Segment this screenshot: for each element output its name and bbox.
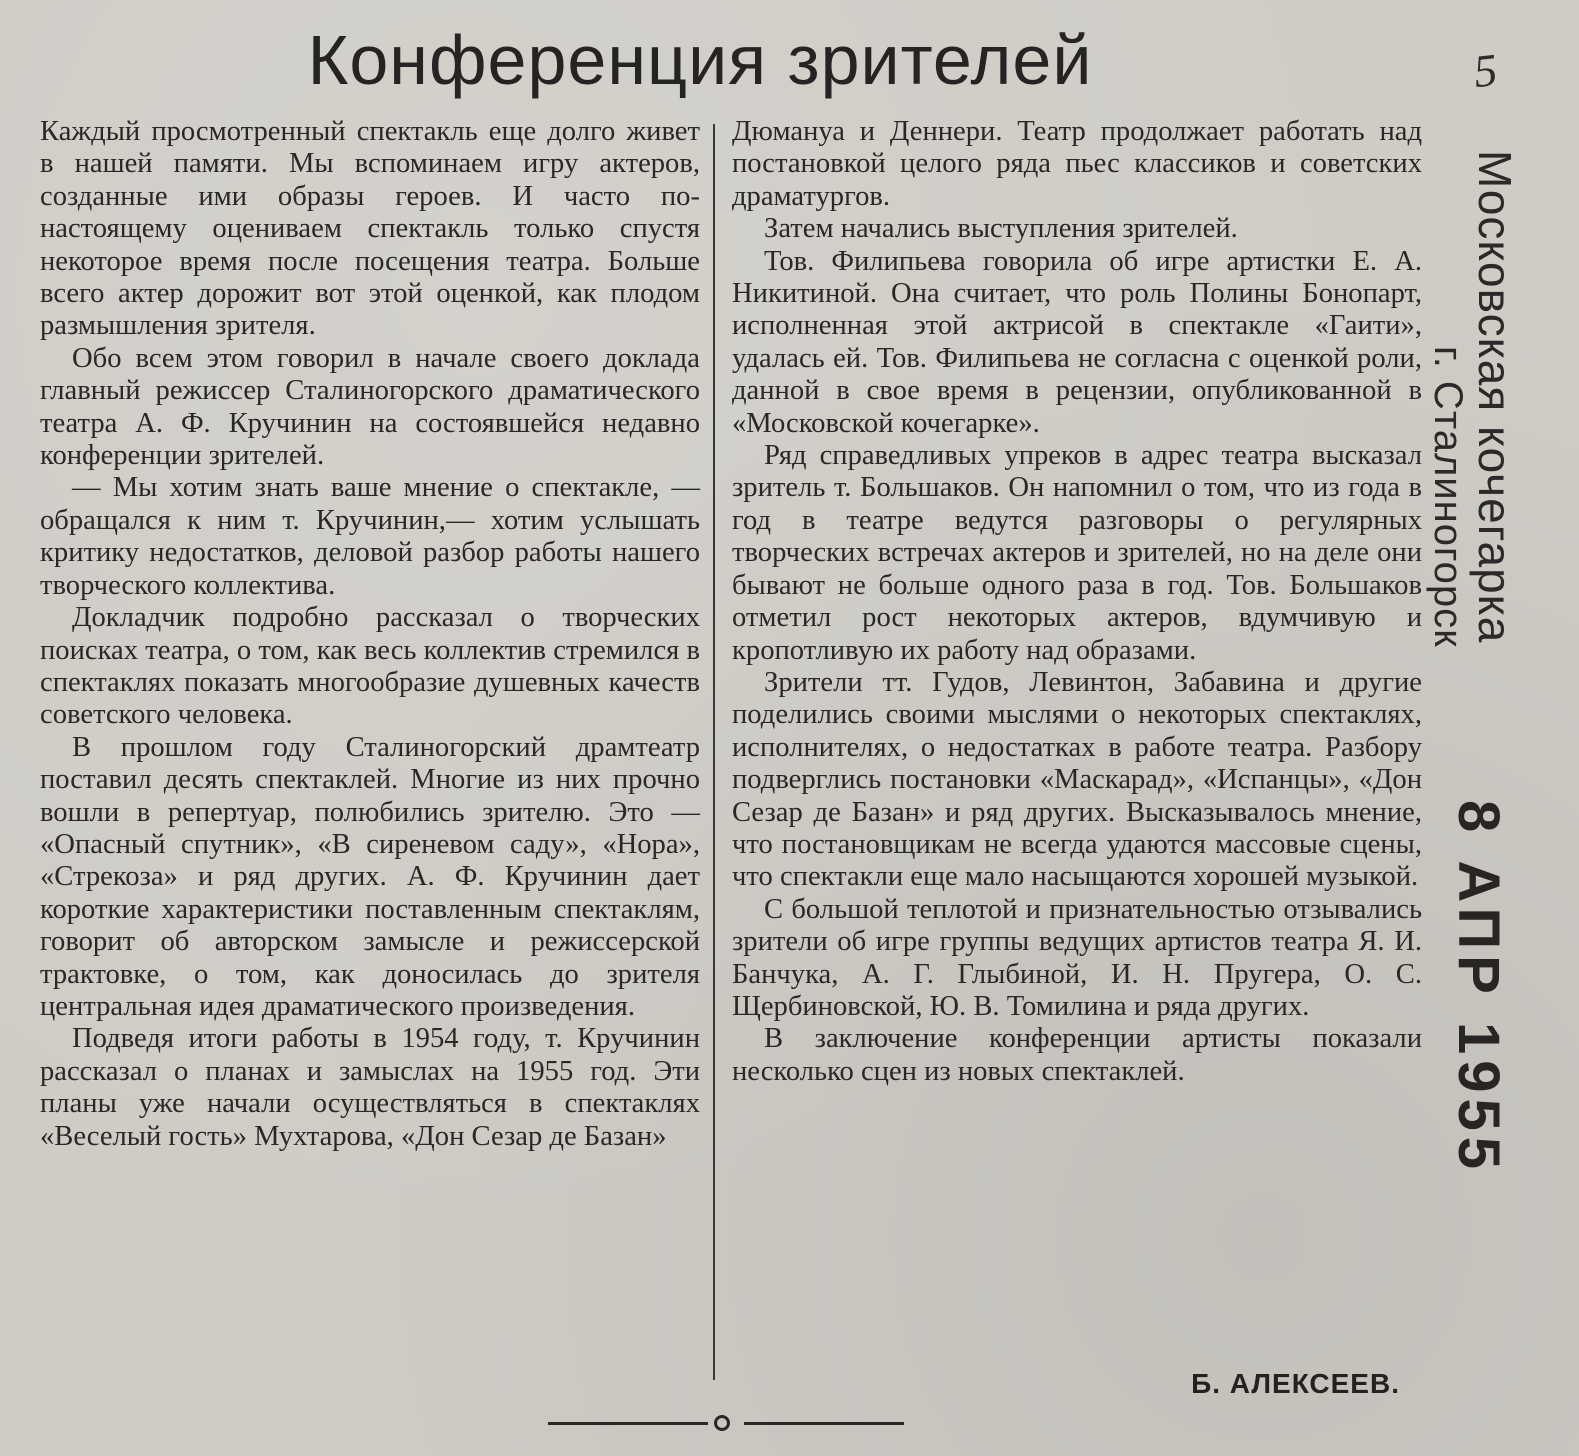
paragraph: Тов. Филипьева говорила об игре артистки Е. А. Никитиной. Она считает, что роль Полины Бонопарт, исполненная этой актрисой в спектакле «Гаити», удалась ей. Тов. Филипьева не согласна с оценкой роли, данной в свое время в рецензии, опубликованной в «Московской кочегарке». bbox=[732, 245, 1422, 439]
date-stamp: 8 АПР 1955 bbox=[1446, 800, 1511, 1176]
paragraph: Докладчик подробно рассказал о творческих поисках театра, о том, как весь коллектив стремился в спектаклях показать многообразие душевных качеств советского человека. bbox=[40, 602, 700, 731]
newspaper-source-stamp bbox=[1426, 120, 1560, 700]
paragraph: В заключение конференции артисты показали несколько сцен из новых спектаклей. bbox=[732, 1023, 1422, 1087]
ornament-rule-left bbox=[548, 1422, 708, 1425]
author-signature: Б. АЛЕКСЕЕВ. bbox=[1191, 1368, 1400, 1399]
article-headline: Конференция зрителей bbox=[307, 21, 1093, 99]
paragraph: Зрители тт. Гудов, Левинтон, Забавина и другие поделились своими мыслями о некоторых спектаклях, исполнителях, о недостатках в работе театра. Разбору подверглись постановки «Маскарад», «Испанцы», «Дон Сезар де Базан» и ряд других. Высказывалось мнение, что постановщикам не всегда удаются массовые сцены, что спектакли еще мало насыщаются хорошей музыкой. bbox=[732, 666, 1422, 893]
end-of-article-ornament bbox=[548, 1416, 904, 1432]
paragraph: В прошлом году Сталиногорский драмтеатр поставил десять спектаклей. Многие из них прочно вошли в репертуар, полюбились зрителю. Это — «Опасный спутник», «В сиреневом саду», «Нора», «Стрекоза» и ряд других. А. Ф. Кручинин дает короткие характеристики поставленным спектаклям, говорит об авторском замысле и режиссерской трактовке, о том, как доносилась до зрителя центральная идея драматического произведения. bbox=[40, 731, 700, 1022]
stamp-city-name: г. Сталиногорск bbox=[1426, 346, 1470, 648]
paragraph: Дюмануа и Деннери. Театр продолжает работать над постановкой целого ряда пьес классиков и советских драматургов. bbox=[732, 116, 1422, 212]
article-column-left bbox=[40, 116, 700, 1153]
paragraph: Обо всем этом говорил в начале своего доклада главный режиссер Сталиногорского драматического театра А. Ф. Кручинин на состоявшейся недавно конференции зрителей. bbox=[40, 342, 700, 472]
article-column-right bbox=[732, 116, 1422, 1088]
paragraph: — Мы хотим знать ваше мнение о спектакле, — обращался к ним т. Кручинин,— хотим услышать критику недостатков, деловой разбор работы нашего творческого коллектива. bbox=[40, 472, 700, 601]
paragraph: Затем начались выступления зрителей. bbox=[764, 213, 1238, 245]
ornament-circle-icon bbox=[714, 1415, 730, 1431]
ornament-rule-right bbox=[744, 1422, 904, 1425]
paragraph: Каждый просмотренный спектакль еще долго живет в нашей памяти. Мы вспоминаем игру актеров, созданные ими образы героев. И часто по-настоящему оцениваем спектакль только спустя некоторое время после посещения театра. Больше всего актер дорожит вот этой оценкой, как плодом размышления зрителя. bbox=[40, 116, 700, 342]
stamp-newspaper-name: Московская кочегарка bbox=[1469, 150, 1521, 644]
page-number-handwritten: 5 bbox=[1471, 43, 1500, 98]
column-divider bbox=[713, 124, 715, 1380]
paragraph: С большой теплотой и признательностью отзывались зрители об игре группы ведущих артистов театра Я. И. Банчука, А. Г. Глыбиной, И. Н. Пругера, О. С. Щербиновской, Ю. В. Томилина и ряда других. bbox=[732, 893, 1422, 1022]
paragraph: Подведя итоги работы в 1954 году, т. Кручинин рассказал о планах и замыслах на 1955 год. Эти планы уже начали осуществляться в спектаклях «Веселый гость» Мухтарова, «Дон Сезар де Базан» bbox=[40, 1023, 700, 1152]
paragraph: Ряд справедливых упреков в адрес театра высказал зритель т. Большаков. Он напомнил о том, что из года в год в театре ведутся разговоры о регулярных творческих встречах актеров и зрителей, но на деле они бывают не больше одного раза в год. Тов. Большаков отметил рост некоторых актеров, вдумчивую и кропотливую их работу над образами. bbox=[732, 440, 1422, 666]
